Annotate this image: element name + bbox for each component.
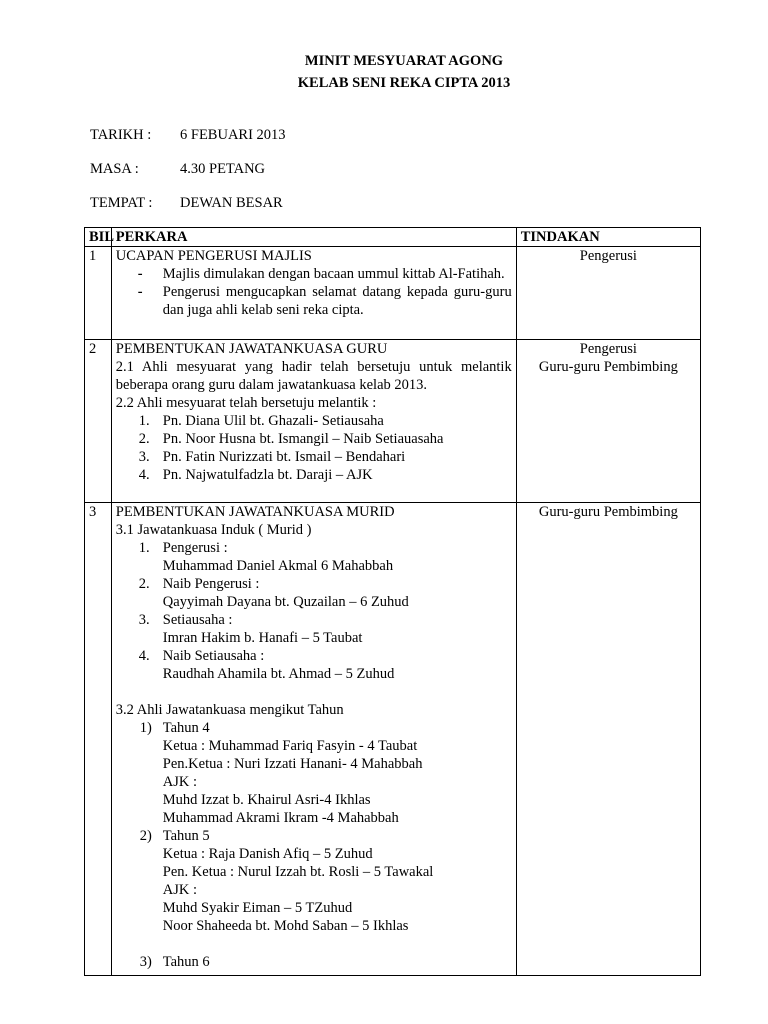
tarikh-value: 6 FEBUARI 2013	[180, 127, 286, 143]
list-item	[116, 611, 512, 629]
role-label: Naib Pengerusi :	[162, 576, 260, 592]
minutes-table	[84, 227, 701, 976]
list-number: 4.	[138, 648, 150, 664]
table-row	[85, 247, 701, 340]
member-name: Noor Shaheeda bt. Mohd Saban – 5 Ikhlas	[162, 918, 409, 934]
tarikh-label: TARIKH :	[90, 127, 152, 143]
list-number: 4.	[138, 467, 150, 483]
row-bil: 2	[85, 340, 112, 503]
item-text: Majlis dimulakan dengan bacaan ummul kittab Al-Fatihah.	[162, 266, 505, 282]
ajk-label: AJK :	[162, 774, 198, 790]
header-perkara: PERKARA	[111, 228, 516, 247]
paragraph-2-2: 2.2 Ahli mesyuarat telah bersetuju melantik :	[115, 395, 377, 411]
member-name: Qayyimah Dayana bt. Quzailan – 6 Zuhud	[162, 594, 409, 610]
row-bil: 3	[85, 503, 112, 976]
masa-value: 4.30 PETANG	[180, 161, 266, 177]
list-number: 1)	[139, 720, 152, 736]
row-tindakan: Pengerusi	[516, 247, 700, 340]
pen-ketua-line: Pen.Ketua : Nuri Izzati Hanani- 4 Mahabbah	[162, 756, 423, 772]
list-item	[116, 539, 512, 557]
table-row	[85, 340, 701, 503]
paragraph-3-1: 3.1 Jawatankuasa Induk ( Murid )	[115, 522, 312, 538]
row-bil: 1	[85, 247, 112, 340]
list-number: 3.	[138, 612, 150, 628]
list-item	[116, 719, 512, 737]
list-number: 3.	[138, 449, 150, 465]
member-name: Imran Hakim b. Hanafi – 5 Taubat	[162, 630, 363, 646]
role-label: Setiausaha :	[162, 612, 233, 628]
list-item	[116, 647, 512, 665]
table-row	[85, 503, 701, 976]
member-name: Muhammad Akrami Ikram -4 Mahabbah	[162, 810, 399, 826]
paragraph-3-2: 3.2 Ahli Jawatankuasa mengikut Tahun	[115, 702, 344, 718]
item-text: Pn. Najwatulfadzla bt. Daraji – AJK	[162, 467, 373, 483]
ketua-line: Ketua : Raja Danish Afiq – 5 Zuhud	[162, 846, 373, 862]
list-item	[116, 412, 512, 430]
ketua-line: Ketua : Muhammad Fariq Fasyin - 4 Taubat	[162, 738, 418, 754]
tempat-value: DEWAN BESAR	[180, 195, 283, 211]
list-item	[116, 953, 512, 971]
row-tindakan	[516, 340, 700, 503]
dash-bullet: -	[137, 284, 143, 300]
list-item	[116, 430, 512, 448]
row-perkara	[111, 247, 516, 340]
list-item	[116, 575, 512, 593]
row-heading: PEMBENTUKAN JAWATANKUASA MURID	[115, 504, 395, 520]
ajk-label: AJK :	[162, 882, 198, 898]
item-text: Pn. Diana Ulil bt. Ghazali- Setiausaha	[162, 413, 384, 429]
member-name: Muhammad Daniel Akmal 6 Mahabbah	[162, 558, 394, 574]
document-title: MINIT MESYUARAT AGONG	[304, 53, 504, 69]
role-label: Pengerusi :	[162, 540, 228, 556]
list-number: 2.	[138, 576, 150, 592]
masa-label: MASA :	[90, 161, 139, 177]
row-heading: PEMBENTUKAN JAWATANKUASA GURU	[115, 341, 388, 357]
role-label: Naib Setiausaha :	[162, 648, 265, 664]
item-text: Pn. Fatin Nurizzati bt. Ismail – Bendahari	[162, 449, 406, 465]
year-label: Tahun 4	[162, 720, 210, 736]
list-item	[116, 827, 512, 845]
dash-bullet: -	[137, 266, 143, 282]
document-subtitle: KELAB SENI REKA CIPTA 2013	[297, 75, 511, 91]
meta-tempat	[90, 195, 283, 212]
row-heading: UCAPAN PENGERUSI MAJLIS	[115, 248, 312, 264]
item-text: Pn. Noor Husna bt. Ismangil – Naib Setiauasaha	[162, 431, 444, 447]
header-bil: BIL	[85, 228, 112, 247]
list-number: 2.	[138, 431, 150, 447]
list-item	[116, 283, 512, 319]
row-tindakan: Guru-guru Pembimbing	[516, 503, 700, 976]
list-number: 3)	[139, 954, 152, 970]
member-name: Muhd Syakir Eiman – 5 TZuhud	[162, 900, 353, 916]
row-perkara	[111, 503, 516, 976]
year-label: Tahun 6	[162, 954, 210, 970]
tindakan-line: Pengerusi	[579, 341, 637, 357]
row-perkara	[111, 340, 516, 503]
list-number: 1.	[138, 413, 150, 429]
list-number: 2)	[139, 828, 152, 844]
spacer	[116, 935, 512, 953]
list-item	[116, 448, 512, 466]
meta-masa	[90, 161, 265, 178]
tempat-label: TEMPAT :	[90, 195, 153, 211]
tindakan-line: Guru-guru Pembimbing	[538, 359, 678, 375]
paragraph-2-1: 2.1 Ahli mesyuarat yang hadir telah bersetuju untuk melantik beberapa orang guru dalam jawatankuasa kelab 2013.	[115, 359, 512, 393]
spacer	[116, 683, 512, 701]
header-tindakan: TINDAKAN	[516, 228, 700, 247]
member-name: Muhd Izzat b. Khairul Asri-4 Ikhlas	[162, 792, 371, 808]
meta-tarikh	[90, 127, 286, 144]
table-header-row	[85, 228, 701, 247]
pen-ketua-line: Pen. Ketua : Nurul Izzah bt. Rosli – 5 Tawakal	[162, 864, 434, 880]
year-label: Tahun 5	[162, 828, 210, 844]
list-number: 1.	[138, 540, 150, 556]
item-text: Pengerusi mengucapkan selamat datang kepada guru-guru dan juga ahli kelab seni reka cipta.	[162, 284, 512, 318]
list-item	[116, 265, 512, 283]
list-item	[116, 466, 512, 484]
member-name: Raudhah Ahamila bt. Ahmad – 5 Zuhud	[162, 666, 395, 682]
